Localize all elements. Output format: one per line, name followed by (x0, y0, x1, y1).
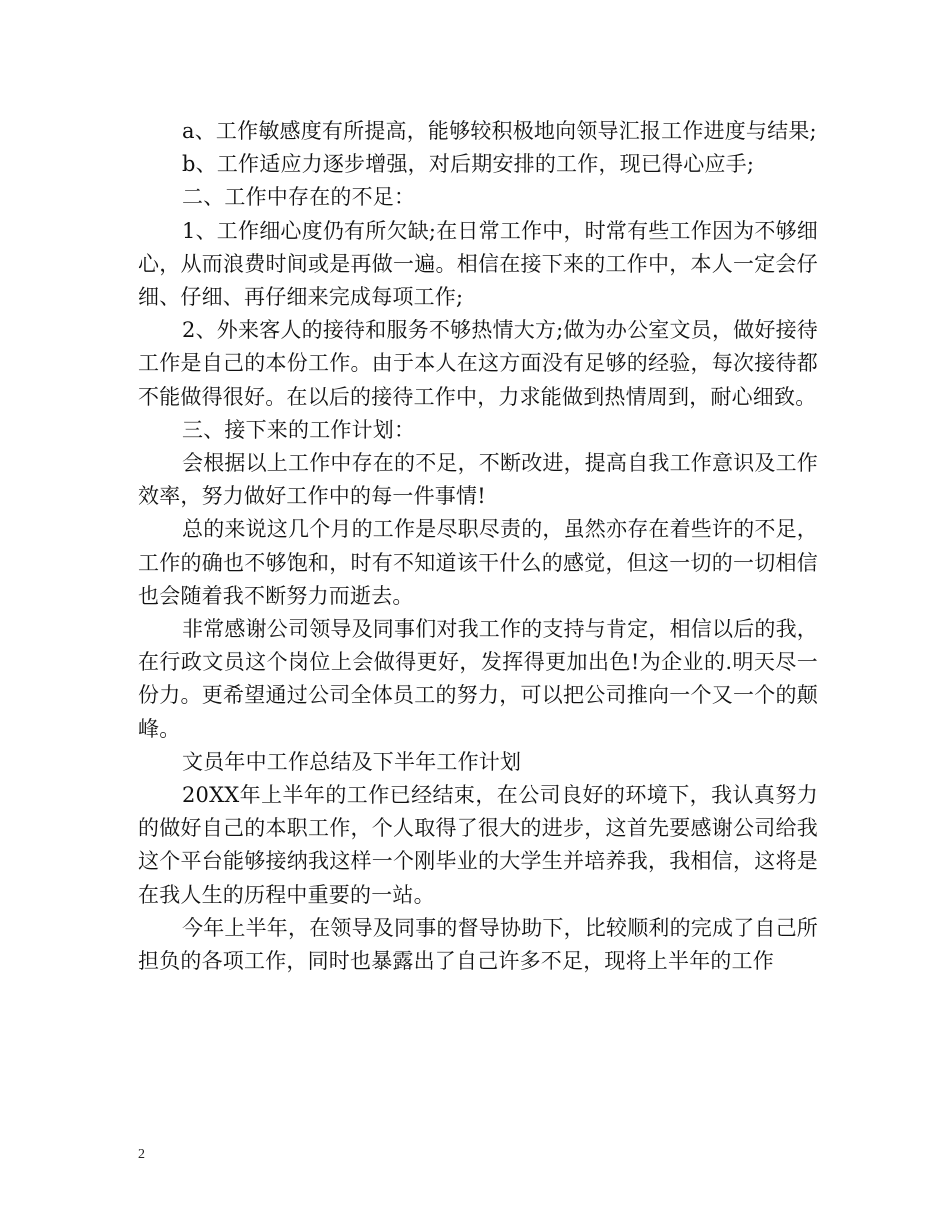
paragraph-adaptability: b、工作适应力逐步增强，对后期安排的工作，现已得心应手; (182, 152, 755, 177)
paragraph-thanks: 非常感谢公司领导及同事们对我工作的支持与肯定，相信以后的我，在行政文员这个岗位上会做得更好，发挥得更加出色!为企业的.明天尽一份力。更希望通过公司全体员工的努力，可以把公司推向一个又一个的颠峰。 (138, 617, 818, 741)
paragraph-intro: 20XX年上半年的工作已经结束，在公司良好的环境下，我认真努力的做好自己的本职工作，个人取得了很大的进步，这首先要感谢公司给我这个平台能够接纳我这样一个刚毕业的大学生并培养我，我相信，这将是在我人生的历程中重要的一站。 (138, 783, 818, 907)
section-heading-plan: 三、接下来的工作计划： (182, 417, 416, 442)
section-heading-shortcomings: 二、工作中存在的不足： (182, 185, 416, 210)
paragraph-reception: 2、外来客人的接待和服务不够热情大方;做为办公室文员，做好接待工作是自己的本份工作。由于本人在这方面没有足够的经验，每次接待都不能做得很好。在以后的接待工作中，力求能做到热情周到，耐心细致。 (138, 318, 818, 409)
document-body (138, 115, 818, 978)
paragraph-sensitivity: a、工作敏感度有所提高，能够较积极地向领导汇报工作进度与结果; (182, 119, 817, 143)
paragraph-summary: 总的来说这几个月的工作是尽职尽责的，虽然亦存在着些许的不足，工作的确也不够饱和，时有不知道该干什么的感觉，但这一切的一切相信也会随着我不断努力而逝去。 (138, 517, 818, 608)
document-subtitle: 文员年中工作总结及下半年工作计划 (182, 749, 522, 774)
paragraph-first-half: 今年上半年，在领导及同事的督导协助下，比较顺利的完成了自己所担负的各项工作，同时也暴露出了自己许多不足，现将上半年的工作 (138, 915, 818, 974)
paragraph-improvement: 会根据以上工作中存在的不足，不断改进，提高自我工作意识及工作效率，努力做好工作中的每一件事情! (138, 451, 818, 509)
page-number: 2 (138, 1147, 145, 1162)
paragraph-carefulness: 1、工作细心度仍有所欠缺;在日常工作中，时常有些工作因为不够细心，从而浪费时间或是再做一遍。相信在接下来的工作中，本人一定会仔细、仔细、再仔细来完成每项工作; (138, 218, 818, 310)
